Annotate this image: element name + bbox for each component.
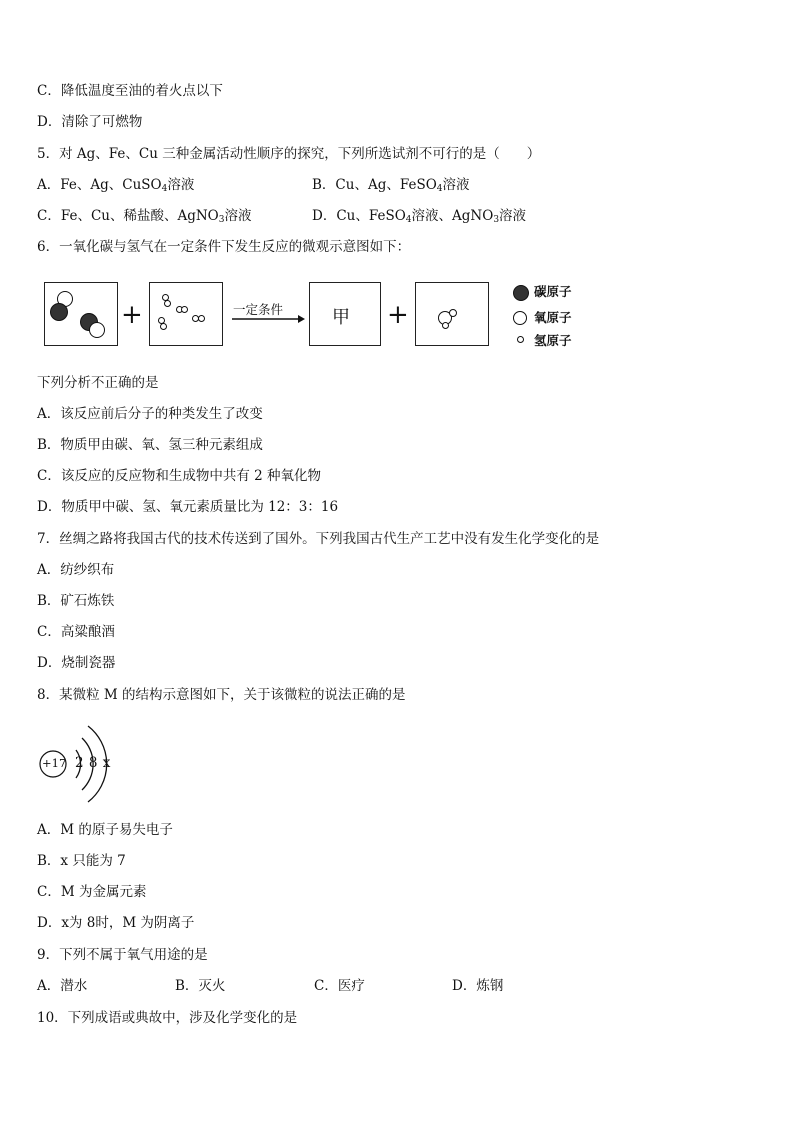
plus-sign-2: + <box>387 300 409 330</box>
q10-stem: 10．下列成语或典故中，涉及化学变化的是 <box>37 1010 298 1026</box>
q8-option-c: C．M 为金属元素 <box>37 884 147 900</box>
q9-option-a: A．潜水 <box>37 978 88 994</box>
hydrogen-atom <box>181 306 188 313</box>
q9-stem: 9．下列不属于氧气用途的是 <box>37 947 208 963</box>
product-water-box <box>415 282 489 346</box>
q4-option-c: C．降低温度至油的着火点以下 <box>37 83 223 99</box>
reactant-h2-box <box>149 282 223 346</box>
q5-option-b: B．Cu、Ag、FeSO$_4$溶液 <box>312 177 470 194</box>
q6-option-b: B．物质甲由碳、氧、氢三种元素组成 <box>37 437 263 453</box>
hydrogen-atom <box>449 309 457 317</box>
electron-counts: 2 8 x <box>75 755 111 771</box>
q5-option-c: C．Fe、Cu、稀盐酸、AgNO$_3$溶液 <box>37 208 252 225</box>
q6-option-a: A．该反应前后分子的种类发生了改变 <box>37 406 263 422</box>
q7-option-c: C．高粱酿酒 <box>37 624 115 640</box>
reaction-condition: 一定条件 <box>233 302 284 317</box>
q9-option-c: C．医疗 <box>314 978 365 994</box>
plus-sign-1: + <box>121 300 143 330</box>
hydrogen-atom <box>442 322 449 329</box>
q6-option-d: D．物质甲中碳、氢、氧元素质量比为 12：3：16 <box>37 499 339 515</box>
q5-stem: 5．对 Ag、Fe、Cu 三种金属活动性顺序的探究，下列所选试剂不可行的是（ ） <box>37 146 541 162</box>
q7-option-a: A．纺纱织布 <box>37 562 115 578</box>
q6-stem: 6．一氧化碳与氢气在一定条件下发生反应的微观示意图如下： <box>37 239 411 255</box>
oxygen-atom <box>89 322 105 338</box>
product-jia-box <box>309 282 381 346</box>
q5-option-d: D．Cu、FeSO$_4$溶液、AgNO$_3$溶液 <box>312 208 527 225</box>
q8-stem: 8．某微粒 M 的结构示意图如下，关于该微粒的说法正确的是 <box>37 687 406 703</box>
q9-option-d: D．炼钢 <box>452 978 504 994</box>
reactant-co-box <box>44 282 118 346</box>
hydrogen-atom <box>164 300 171 307</box>
hydrogen-atom <box>160 323 167 330</box>
q8-option-a: A．M 的原子易失电子 <box>37 822 173 838</box>
legend-hydrogen-icon <box>517 336 524 343</box>
carbon-atom <box>50 303 68 321</box>
q6-lead: 下列分析不正确的是 <box>37 375 159 391</box>
q4-option-d: D．清除了可燃物 <box>37 114 143 130</box>
legend-hydrogen-label: 氢原子 <box>534 333 572 348</box>
q6-option-c: C．该反应的反应物和生成物中共有 2 种氧化物 <box>37 468 322 484</box>
product-jia-label: 甲 <box>332 307 350 328</box>
q7-option-b: B．矿石炼铁 <box>37 593 115 609</box>
q8-option-b: B．x 只能为 7 <box>37 853 126 869</box>
nucleus-charge: +17 <box>42 756 67 770</box>
legend-carbon-label: 碳原子 <box>534 284 572 299</box>
legend-oxygen-label: 氧原子 <box>534 310 572 325</box>
q7-stem: 7．丝绸之路将我国古代的技术传送到了国外。下列我国古代生产工艺中没有发生化学变化的是 <box>37 531 600 547</box>
q8-option-d: D．x为 8时，M 为阴离子 <box>37 915 195 931</box>
hydrogen-atom <box>198 315 205 322</box>
q7-option-d: D．烧制瓷器 <box>37 655 116 671</box>
legend-carbon-icon <box>513 285 529 301</box>
q9-option-b: B．灭火 <box>175 978 226 994</box>
q5-option-a: A．Fe、Ag、CuSO$_4$溶液 <box>37 177 195 194</box>
legend-oxygen-icon <box>513 311 527 325</box>
reaction-arrow <box>230 314 306 324</box>
